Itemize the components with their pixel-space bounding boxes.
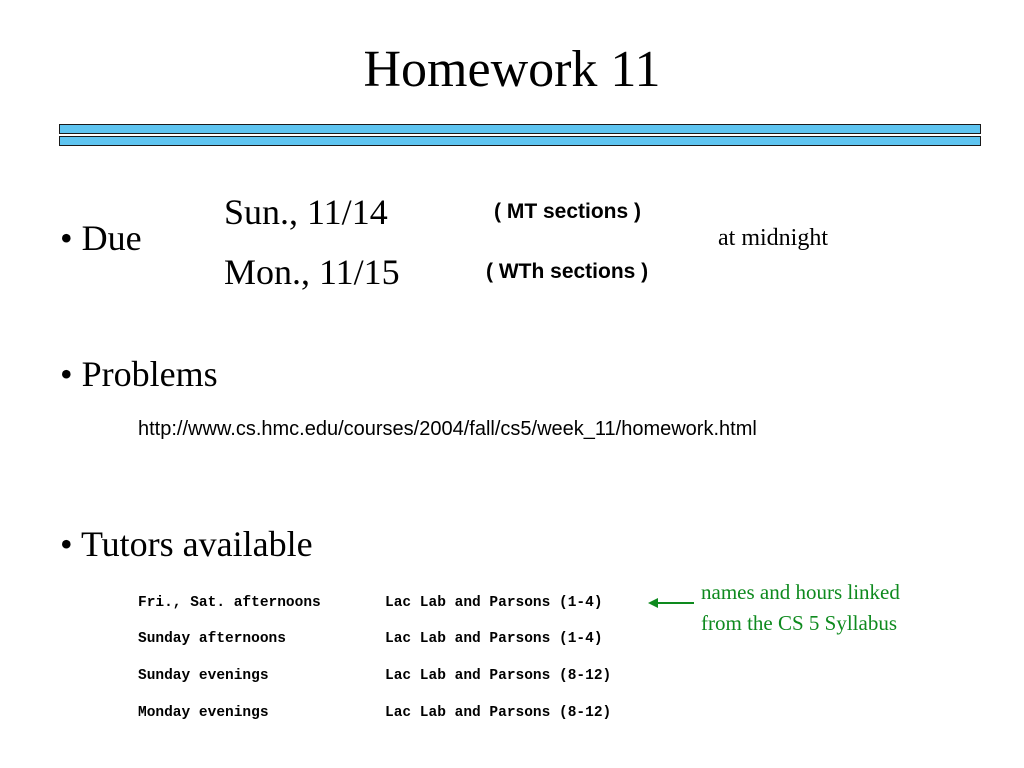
syllabus-note-line2: from the CS 5 Syllabus <box>701 611 898 635</box>
due-section-mt: ( MT sections ) <box>494 200 642 223</box>
tutors-bullet: • Tutors available <box>60 524 313 564</box>
problems-bullet: • Problems <box>60 354 218 394</box>
due-date-sunday: Sun., 11/14 <box>224 192 388 232</box>
due-date-monday: Mon., 11/15 <box>224 252 400 292</box>
due-bullet: • Due <box>60 218 142 258</box>
left-arrow-icon <box>648 595 696 611</box>
tutor-row-3-when: Sunday evenings <box>138 668 269 684</box>
due-section-wth: ( WTh sections ) <box>486 260 649 283</box>
tutor-row-1-where: Lac Lab and Parsons (1-4) <box>385 595 603 611</box>
slide-title: Homework 11 <box>363 41 661 98</box>
title-underline-bar-bottom <box>59 136 981 146</box>
problems-url[interactable]: http://www.cs.hmc.edu/courses/2004/fall/cs5/week_11/homework.html <box>138 418 757 440</box>
tutor-row-1-when: Fri., Sat. afternoons <box>138 595 321 611</box>
due-time: at midnight <box>718 225 828 251</box>
title-underline-bar-top <box>59 124 981 134</box>
syllabus-note-line1: names and hours linked <box>701 580 900 604</box>
tutor-row-4-when: Monday evenings <box>138 705 269 721</box>
tutor-row-4-where: Lac Lab and Parsons (8-12) <box>385 705 612 721</box>
tutor-row-2-where: Lac Lab and Parsons (1-4) <box>385 631 603 647</box>
tutor-row-3-where: Lac Lab and Parsons (8-12) <box>385 668 612 684</box>
tutor-row-2-when: Sunday afternoons <box>138 631 286 647</box>
